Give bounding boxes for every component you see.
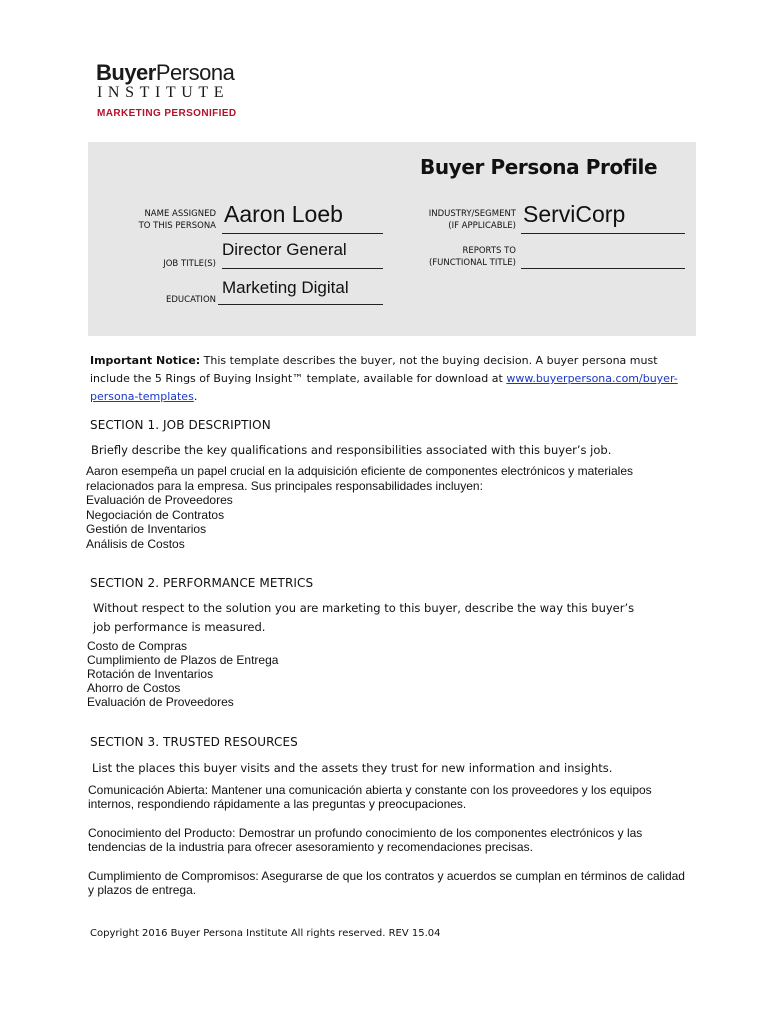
job-title-underline — [222, 268, 383, 269]
section1-instruction: Briefly describe the key qualifications and responsibilities associated with this buyer’s job. — [91, 443, 612, 457]
list-item: Rotación de Inventarios — [87, 667, 214, 681]
list-item: Evaluación de Proveedores — [87, 695, 234, 709]
reports-label-line2: (FUNCTIONAL TITLE) — [428, 258, 516, 268]
job-title-label: JOB TITLE(S) — [163, 259, 216, 269]
section2-heading: SECTION 2. PERFORMANCE METRICS — [90, 576, 314, 590]
important-notice — [90, 352, 690, 406]
templates-link[interactable]: www.buyerpersona.com/buyer-persona-templates — [90, 372, 678, 403]
industry-label-line2: (IF APPLICABLE) — [448, 221, 516, 231]
section1-body — [86, 464, 686, 552]
industry-value: ServiCorp — [523, 201, 626, 227]
industry-label-line1: INDUSTRY/SEGMENT — [428, 209, 516, 219]
paragraph: Conocimiento del Producto: Demostrar un profundo conocimiento de los componentes electrónicos y las tendencias de la industria para ofrecer asesoramiento y recomendaciones precisas. — [88, 825, 643, 855]
section3-instruction: List the places this buyer visits and the assets they trust for new information and insights. — [92, 761, 613, 775]
section1-heading: SECTION 1. JOB DESCRIPTION — [90, 418, 271, 432]
paragraph: Comunicación Abierta: Mantener una comunicación abierta y constante con los proveedores y los equipos internos, respondiendo rápidamente a las preguntas y preocupaciones. — [88, 783, 652, 812]
name-underline — [222, 233, 383, 234]
list-item: Cumplimiento de Plazos de Entrega — [87, 653, 279, 667]
logo-tagline: MARKETING PERSONIFIED — [97, 108, 237, 119]
education-label: EDUCATION — [166, 295, 216, 305]
job-title-value: Director General — [222, 240, 347, 259]
paragraph: Cumplimiento de Compromisos: Asegurarse de que los contratos y acuerdos se cumplan en términos de calidad y plazos de entrega. — [88, 868, 685, 898]
industry-underline — [521, 233, 685, 234]
industry-label — [429, 208, 516, 232]
education-value: Marketing Digital — [222, 278, 349, 297]
reports-to-underline — [521, 268, 685, 269]
education-underline — [218, 304, 383, 305]
notice-end: . — [193, 390, 198, 403]
name-label — [139, 208, 216, 232]
reports-label-line1: REPORTS TO — [462, 246, 516, 256]
reports-to-label — [429, 245, 516, 269]
notice-bold: Important Notice: — [90, 354, 201, 367]
section1-intro: Aaron esempeña un papel crucial en la adquisición eficiente de componentes electrónicos y materiales relacionados para la empresa. Sus principales responsabilidades incluyen: — [86, 464, 633, 493]
list-item: Negociación de Contratos — [86, 507, 225, 522]
logo-persona-text: Persona — [155, 60, 235, 85]
list-item: Costo de Compras — [87, 639, 188, 653]
list-item: Evaluación de Proveedores — [86, 493, 233, 508]
section2-instruction: Without respect to the solution you are marketing to this buyer, describe the way this buyer’s job performance is measured. — [93, 601, 635, 634]
logo-wordmark — [96, 60, 234, 86]
name-label-line1: NAME ASSIGNED — [144, 209, 216, 219]
footer-copyright: Copyright 2016 Buyer Persona Institute All rights reserved. REV 15.04 — [90, 928, 441, 939]
logo-institute-text: INSTITUTE — [97, 84, 230, 101]
list-item: Ahorro de Costos — [87, 681, 181, 695]
notice-text: This template describes the buyer, not the buying decision. A buyer persona must include the 5 Rings of Buying Insight™ template, available for download at — [90, 354, 658, 385]
section3-body — [88, 783, 688, 911]
name-label-line2: TO THIS PERSONA — [138, 221, 216, 231]
section2-body — [87, 639, 687, 709]
name-value: Aaron Loeb — [224, 201, 343, 227]
profile-title: Buyer Persona Profile — [420, 155, 658, 179]
list-item: Gestión de Inventarios — [86, 522, 207, 537]
logo-buyer-text: Buyer — [96, 60, 156, 85]
list-item: Análisis de Costos — [86, 536, 185, 551]
section3-heading: SECTION 3. TRUSTED RESOURCES — [90, 735, 298, 749]
